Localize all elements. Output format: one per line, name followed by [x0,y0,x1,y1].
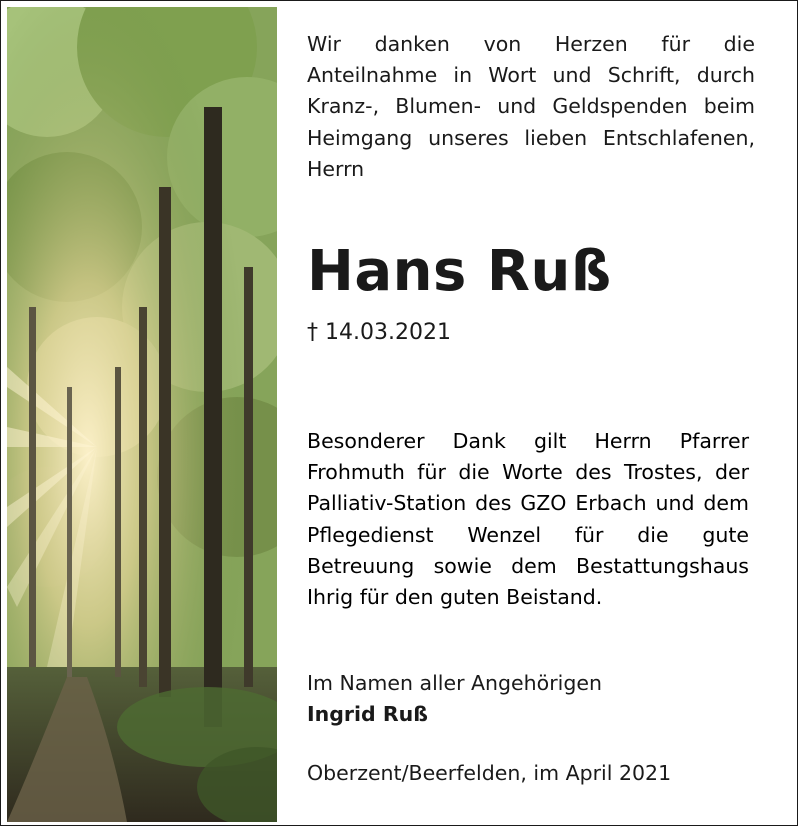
forest-image [7,7,277,822]
forest-photo [7,7,277,822]
intro-paragraph: Wir danken von Herzen für die Anteilnahme in Wort und Schrift, durch Kranz-, Blumen- und Geldspenden beim Heimgang unseres lieben Entschlafenen, Herrn [307,32,755,181]
death-date: † 14.03.2021 [307,320,451,345]
signature-intro: Im Namen aller Angehörigen [307,671,602,695]
special-thanks-paragraph: Besonderer Dank gilt Herrn Pfarrer Frohmuth für die Worte des Trostes, der Palliativ-Station des GZO Erbach und dem Pflegedienst Wenzel für die gute Betreuung sowie dem Bestattungshaus Ihrig für den guten Beistand. [307,429,749,610]
place-date: Oberzent/Beerfelden, im April 2021 [307,761,672,785]
signatory-name: Ingrid Ruß [307,702,428,726]
deceased-name: Hans Ruß [307,239,612,304]
special-thanks-text [307,426,749,613]
intro-text [307,29,755,185]
